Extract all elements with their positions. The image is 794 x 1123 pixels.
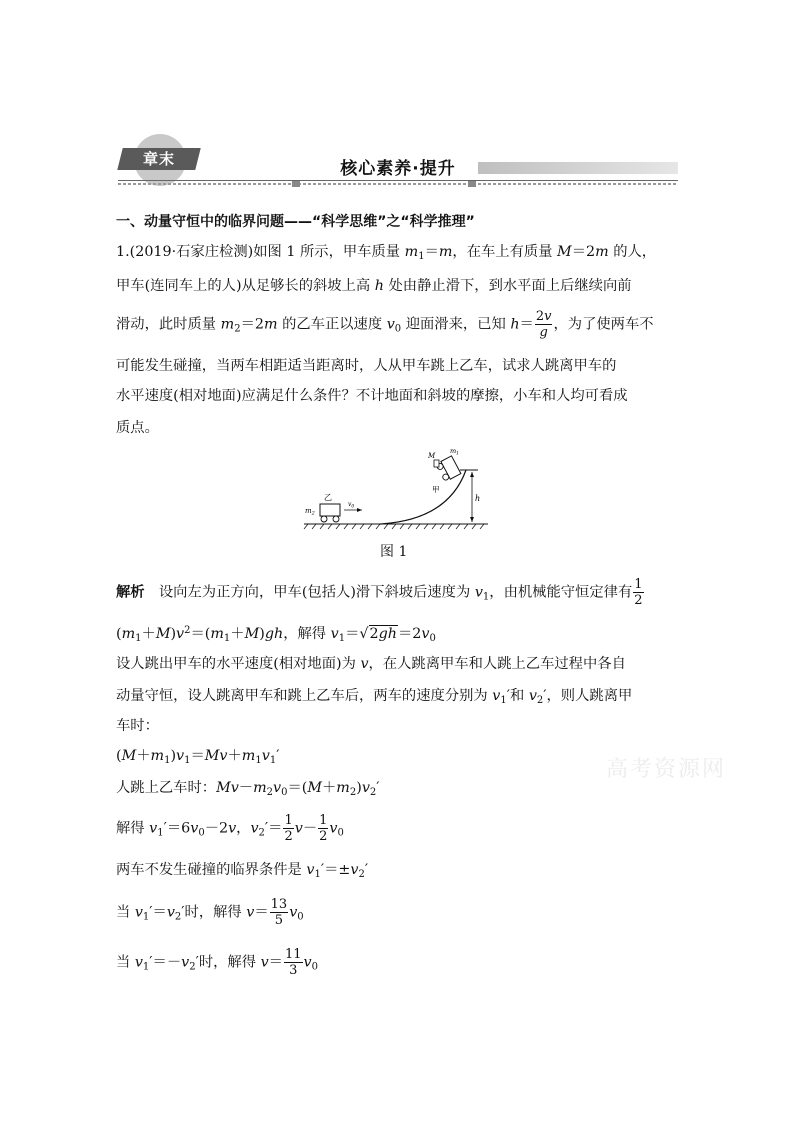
label-M: M [428, 452, 436, 460]
chapter-title: 核心素养·提升 [318, 158, 478, 180]
label-m2: $m_2$ [305, 507, 315, 517]
problem-line-3: 滑动，此时质量 $m_2=2m$ 的乙车正以速度 $v_0$ 迎面滑来，已知 h＝ $\frac{2v}{g}$ ，为了使两车不 [116, 309, 654, 340]
solution-line-2: $(m_1+M)v^2=(m_1+M)gh$，解得 $v_1=√2gh=2v_0$ [116, 625, 436, 644]
chapter-header [118, 134, 678, 190]
header-rule [118, 180, 678, 181]
label-v0: $v_0$ [348, 501, 355, 510]
header-marker-right [468, 181, 476, 187]
case-1: 当 $v_1'=v_2'$时，解得 v＝ $\frac{13}{5}$ $v_0$ [116, 897, 304, 928]
problem-line-4: 可能发生碰撞，当两车相距适当距离时，人从甲车跳上乙车，试求人跳离甲车的 [116, 358, 617, 374]
problem-line-5: 水平速度(相对地面)应满足什么条件？不计地面和斜坡的摩擦，小车和人均可看成 [116, 388, 628, 404]
label-h: h [475, 494, 481, 503]
watermark: 高考资源网 [606, 757, 727, 782]
header-dotted-rule [118, 183, 678, 185]
equation-momentum-1: $(M+m_1)v_1=Mv+m_1v_1'$ [116, 748, 280, 766]
equation-result: 解得 $v_1'=6v_0-2v$，$v_2'=$ $\frac{1}{2}$ v－ $\frac{1}{2}$ $v_0$ [116, 813, 344, 844]
figure-1-slope-diagram [300, 444, 496, 536]
solution-line-1: 解析 设向左为正方向，甲车(包括人)滑下斜坡后速度为 $v_1$，由机械能守恒定律有 $\frac{1}{2}$ [116, 577, 643, 608]
label-jia: 甲 [432, 485, 440, 494]
cart-yi [320, 504, 340, 516]
solution-line-5: 车时： [116, 718, 159, 734]
solution-line-4: 动量守恒，设人跳离甲车和跳上乙车后，两车的速度分别为 $v_1'$和 $v_2'$，则人跳离甲 [116, 688, 633, 706]
chapter-tag: 章末 [117, 148, 200, 170]
problem-line-1: 1.(2019·石家庄检测)如图 1 所示，甲车质量 $m_1=m$，在车上有质量 M＝2m 的人， [116, 244, 657, 262]
figure-caption: 图 1 [380, 544, 408, 560]
ground-hatching [304, 524, 484, 529]
person-m [434, 460, 439, 467]
header-marker-left [292, 181, 300, 187]
solution-line-3: 设人跳出甲车的水平速度(相对地面)为 v，在人跳离甲车和人跳上乙车过程中各自 [116, 656, 626, 672]
label-yi: 乙 [324, 493, 332, 502]
problem-line-2: 甲车(连同车上的人)从足够长的斜坡上高 h 处由静止滑下，到水平面上后继续向前 [116, 278, 632, 294]
section-heading: 一、动量守恒中的临界问题——“科学思维”之“科学推理” [116, 214, 475, 230]
critical-condition: 两车不发生碰撞的临界条件是 $v_1'=\pm v_2'$ [116, 862, 369, 880]
header-gray-band [468, 162, 678, 174]
equation-momentum-2: 人跳上乙车时：$Mv-m_2v_0=(M+m_2)v_2'$ [116, 780, 380, 798]
label-m1: $m_1$ [450, 447, 460, 457]
case-2: 当 $v_1'=-v_2'$时，解得 v＝ $\frac{11}{3}$ $v_0$ [116, 947, 318, 978]
problem-line-6: 质点。 [116, 420, 159, 436]
